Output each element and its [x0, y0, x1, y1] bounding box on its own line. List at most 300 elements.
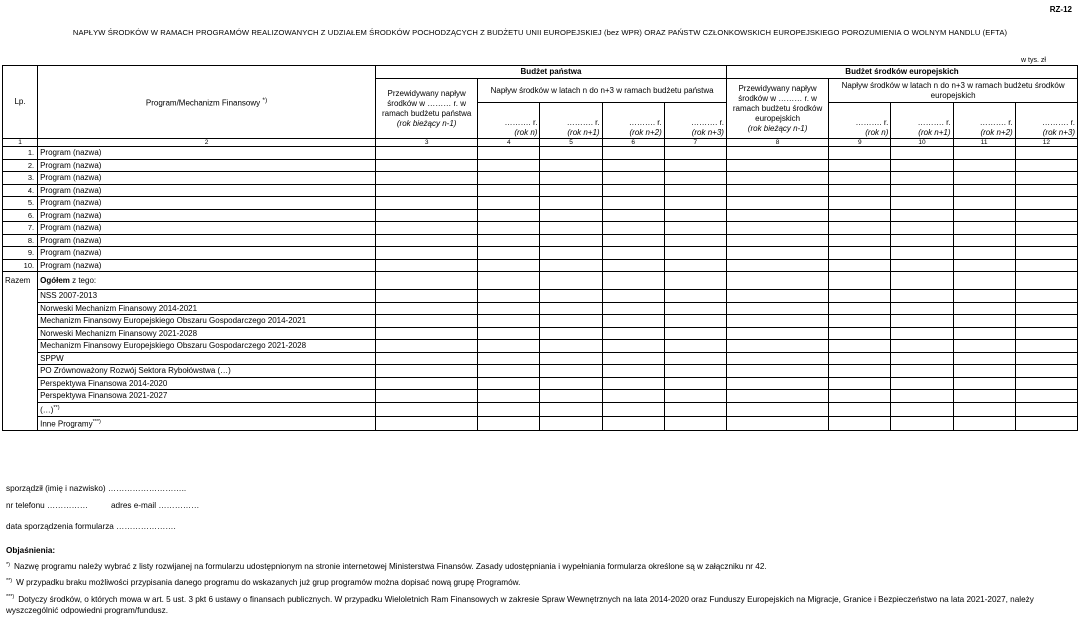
value-cell	[664, 247, 726, 260]
value-cell	[478, 209, 540, 222]
value-cell	[602, 247, 664, 260]
value-cell	[540, 247, 602, 260]
col-number: 2	[38, 139, 376, 147]
value-cell	[726, 247, 828, 260]
value-cell	[376, 259, 478, 272]
value-cell	[829, 302, 891, 315]
value-cell	[953, 197, 1015, 210]
value-cell	[726, 416, 828, 430]
value-cell	[953, 209, 1015, 222]
year-label: ………. r.	[691, 118, 724, 127]
value-cell	[540, 147, 602, 160]
value-cell	[829, 172, 891, 185]
form-code: RZ-12	[1049, 5, 1072, 14]
value-cell	[891, 302, 953, 315]
bp-przewidywany-label: Przewidywany napływ środków w ……… r. w ramach budżetu państwa	[381, 88, 472, 118]
value-cell	[478, 147, 540, 160]
value-cell	[726, 352, 828, 365]
value-cell	[829, 147, 891, 160]
value-cell	[664, 209, 726, 222]
value-cell	[891, 390, 953, 403]
value-cell	[953, 147, 1015, 160]
year-header-bp-1	[540, 103, 602, 139]
header-program-sup: *)	[262, 96, 268, 104]
header-program-label: Program/Mechanizm Finansowy	[145, 98, 261, 108]
program-row	[3, 247, 1078, 260]
program-row	[3, 159, 1078, 172]
value-cell	[829, 315, 891, 328]
value-cell	[726, 197, 828, 210]
value-cell	[1015, 302, 1077, 315]
value-cell	[478, 402, 540, 416]
value-cell	[664, 290, 726, 303]
value-cell	[540, 259, 602, 272]
year-sub: (rok n+2)	[629, 128, 662, 137]
total-sub-row	[3, 377, 1078, 390]
year-label: ………. r.	[504, 118, 538, 127]
sub-program-name	[38, 302, 376, 315]
sub-program-label: Mechanizm Finansowy Europejskiego Obszaru Gospodarczego 2014-2021	[40, 316, 307, 325]
value-cell	[478, 416, 540, 430]
sub-program-name	[38, 416, 376, 430]
value-cell	[664, 390, 726, 403]
value-cell	[953, 327, 1015, 340]
value-cell	[953, 352, 1015, 365]
total-sub-row	[3, 402, 1078, 416]
value-cell	[478, 327, 540, 340]
row-lp: 7.	[3, 222, 38, 235]
row-program-name: Program (nazwa)	[38, 159, 376, 172]
value-cell	[602, 147, 664, 160]
value-cell	[1015, 172, 1077, 185]
value-cell	[891, 352, 953, 365]
value-cell	[726, 172, 828, 185]
value-cell	[664, 222, 726, 235]
value-cell	[953, 340, 1015, 353]
value-cell	[1015, 234, 1077, 247]
value-cell	[1015, 197, 1077, 210]
value-cell	[891, 234, 953, 247]
row-lp: 4.	[3, 184, 38, 197]
year-label: ………. r.	[855, 118, 889, 127]
value-cell	[376, 390, 478, 403]
value-cell	[664, 352, 726, 365]
value-cell	[1015, 340, 1077, 353]
sub-program-name	[38, 402, 376, 416]
value-cell	[602, 209, 664, 222]
value-cell	[726, 290, 828, 303]
value-cell	[726, 184, 828, 197]
row-lp: 6.	[3, 209, 38, 222]
value-cell	[540, 327, 602, 340]
value-cell	[953, 377, 1015, 390]
value-cell	[540, 390, 602, 403]
value-cell	[602, 197, 664, 210]
ogolem-cell	[38, 272, 376, 290]
row-program-name: Program (nazwa)	[38, 172, 376, 185]
prepared-date: data sporządzenia formularza ………………….	[6, 522, 176, 531]
sub-program-label: Perspektywa Finansowa 2021-2027	[40, 391, 168, 400]
row-lp: 1.	[3, 147, 38, 160]
value-cell	[602, 290, 664, 303]
header-eu-przewidywany	[726, 79, 828, 139]
row-lp: 8.	[3, 234, 38, 247]
value-cell	[602, 416, 664, 430]
year-sub: (rok n)	[865, 128, 889, 137]
value-cell	[602, 259, 664, 272]
year-sub: (rok n+2)	[980, 128, 1013, 137]
sub-program-name	[38, 315, 376, 328]
year-label: ………. r.	[566, 118, 600, 127]
sub-program-name	[38, 352, 376, 365]
program-row	[3, 184, 1078, 197]
value-cell	[1015, 247, 1077, 260]
value-cell	[602, 172, 664, 185]
value-cell	[891, 172, 953, 185]
value-cell	[829, 247, 891, 260]
year-header-bp-3	[664, 103, 726, 139]
value-cell	[891, 272, 953, 290]
sub-program-label: (…)	[40, 405, 54, 415]
value-cell	[953, 272, 1015, 290]
value-cell	[540, 315, 602, 328]
header-bp-przewidywany	[376, 79, 478, 139]
row-program-name: Program (nazwa)	[38, 234, 376, 247]
value-cell	[829, 416, 891, 430]
value-cell	[540, 172, 602, 185]
value-cell	[1015, 390, 1077, 403]
sub-program-label: Norweski Mechanizm Finansowy 2021-2028	[40, 328, 198, 338]
value-cell	[829, 352, 891, 365]
explanations-heading: Objaśnienia:	[6, 546, 56, 555]
value-cell	[664, 234, 726, 247]
value-cell	[1015, 209, 1077, 222]
col-number: 5	[540, 139, 602, 147]
value-cell	[829, 402, 891, 416]
value-cell	[1015, 259, 1077, 272]
total-sub-row	[3, 327, 1078, 340]
value-cell	[478, 352, 540, 365]
unit-label: w tys. zł	[1021, 57, 1046, 64]
value-cell	[376, 272, 478, 290]
sub-program-name	[38, 327, 376, 340]
value-cell	[478, 302, 540, 315]
value-cell	[953, 259, 1015, 272]
value-cell	[891, 365, 953, 378]
header-eu-naplyw: Napływ środków w latach n do n+3 w ramach budżetu środków europejskich	[829, 79, 1078, 103]
col-number: 3	[376, 139, 478, 147]
value-cell	[376, 402, 478, 416]
form-title: NAPŁYW ŚRODKÓW W RAMACH PROGRAMÓW REALIZOWANYCH Z UDZIAŁEM ŚRODKÓW POCHODZĄCYCH Z BUDŻETU UNII EUROPEJSKIEJ (bez WPR) ORAZ PAŃSTW CZŁONKOWSKICH EUROPEJSKIEGO POROZUMIENIA O WOLNYM HANDLU (EFTA)	[72, 28, 1008, 37]
row-program-name: Program (nazwa)	[38, 247, 376, 260]
value-cell	[726, 272, 828, 290]
value-cell	[1015, 365, 1077, 378]
sub-program-name	[38, 377, 376, 390]
value-cell	[540, 302, 602, 315]
razem-label: Razem	[3, 272, 38, 431]
value-cell	[376, 234, 478, 247]
value-cell	[540, 290, 602, 303]
value-cell	[829, 184, 891, 197]
header-budzet-panstwa: Budżet państwa	[376, 66, 727, 79]
sub-program-sup: ***)	[92, 418, 101, 425]
row-program-name: Program (nazwa)	[38, 197, 376, 210]
explanation-item	[6, 592, 1066, 617]
value-cell	[891, 290, 953, 303]
row-program-name: Program (nazwa)	[38, 209, 376, 222]
value-cell	[478, 340, 540, 353]
value-cell	[726, 390, 828, 403]
value-cell	[540, 402, 602, 416]
sub-program-label: SPPW	[40, 353, 64, 363]
program-row	[3, 197, 1078, 210]
explanation-item	[6, 576, 1066, 589]
value-cell	[1015, 272, 1077, 290]
value-cell	[540, 222, 602, 235]
value-cell	[829, 340, 891, 353]
value-cell	[376, 197, 478, 210]
year-header-eu-1	[891, 103, 953, 139]
value-cell	[540, 159, 602, 172]
value-cell	[478, 172, 540, 185]
value-cell	[376, 247, 478, 260]
sub-program-label: NSS 2007-2013	[40, 291, 98, 300]
value-cell	[478, 272, 540, 290]
value-cell	[891, 340, 953, 353]
value-cell	[891, 147, 953, 160]
value-cell	[726, 159, 828, 172]
value-cell	[478, 159, 540, 172]
value-cell	[726, 315, 828, 328]
value-cell	[1015, 315, 1077, 328]
value-cell	[602, 365, 664, 378]
value-cell	[602, 402, 664, 416]
value-cell	[376, 416, 478, 430]
value-cell	[726, 327, 828, 340]
value-cell	[953, 315, 1015, 328]
row-lp: 5.	[3, 197, 38, 210]
value-cell	[478, 222, 540, 235]
value-cell	[829, 222, 891, 235]
header-bp-naplyw: Napływ środków w latach n do n+3 w ramach budżetu państwa	[478, 79, 727, 103]
year-label: ………. r.	[628, 118, 662, 127]
value-cell	[1015, 416, 1077, 430]
value-cell	[726, 402, 828, 416]
total-sub-row	[3, 416, 1078, 430]
value-cell	[602, 315, 664, 328]
year-label: ………. r.	[979, 118, 1013, 127]
value-cell	[726, 340, 828, 353]
value-cell	[664, 147, 726, 160]
value-cell	[1015, 327, 1077, 340]
value-cell	[540, 340, 602, 353]
program-row	[3, 222, 1078, 235]
value-cell	[726, 147, 828, 160]
row-lp: 9.	[3, 247, 38, 260]
program-row	[3, 209, 1078, 222]
value-cell	[664, 340, 726, 353]
value-cell	[829, 234, 891, 247]
inflow-table	[2, 65, 1078, 431]
value-cell	[953, 247, 1015, 260]
value-cell	[953, 416, 1015, 430]
value-cell	[664, 184, 726, 197]
ogolem-label: Ogółem	[40, 275, 70, 285]
value-cell	[540, 234, 602, 247]
value-cell	[664, 272, 726, 290]
value-cell	[540, 209, 602, 222]
value-cell	[376, 290, 478, 303]
phone-field: nr telefonu ……………	[6, 501, 88, 510]
value-cell	[1015, 377, 1077, 390]
value-cell	[829, 327, 891, 340]
value-cell	[602, 184, 664, 197]
year-header-bp-2	[602, 103, 664, 139]
value-cell	[664, 159, 726, 172]
value-cell	[891, 402, 953, 416]
value-cell	[891, 416, 953, 430]
explanation-text: Dotyczy środków, o których mowa w art. 5 ust. 3 pkt 6 ustawy o finansach publicznych. W przypadku Wieloletnich Ram Finansowych w zakresie Spraw Wewnętrznych na lata 2014-2020 oraz Funduszy Europejskich na Migracje, Granice i Bezpieczeństwo na lata 2021-2027, należy wyszczególnić odpowiedni program/fundusz.	[6, 594, 1034, 616]
row-program-name: Program (nazwa)	[38, 184, 376, 197]
bp-przewidywany-sub: (rok bieżący n-1)	[396, 118, 457, 128]
value-cell	[602, 390, 664, 403]
value-cell	[376, 302, 478, 315]
program-row	[3, 259, 1078, 272]
explanations	[6, 545, 1066, 617]
col-number: 12	[1015, 139, 1077, 147]
explanation-text: Nazwę programu należy wybrać z listy rozwijanej na formularzu udostępnionym na stronie internetowej Ministerstwa Finansów. Zasady udostępniania i wypełniania formularza określone są w załączniku nr 42.	[13, 562, 767, 572]
program-row	[3, 172, 1078, 185]
value-cell	[726, 365, 828, 378]
year-sub: (rok n+3)	[1042, 128, 1075, 137]
value-cell	[829, 377, 891, 390]
value-cell	[664, 302, 726, 315]
value-cell	[478, 290, 540, 303]
value-cell	[1015, 222, 1077, 235]
value-cell	[664, 315, 726, 328]
z-tego-label: z tego:	[72, 275, 97, 285]
value-cell	[726, 234, 828, 247]
value-cell	[602, 327, 664, 340]
explanation-mark: *)	[6, 561, 10, 568]
col-number: 9	[829, 139, 891, 147]
explanation-text: W przypadku braku możliwości przypisania danego programu do wskazanych już grup programów można dopisać nową grupę Programów.	[16, 578, 521, 588]
value-cell	[953, 302, 1015, 315]
value-cell	[376, 222, 478, 235]
value-cell	[953, 365, 1015, 378]
value-cell	[602, 302, 664, 315]
value-cell	[1015, 184, 1077, 197]
value-cell	[726, 222, 828, 235]
col-number: 10	[891, 139, 953, 147]
value-cell	[540, 365, 602, 378]
value-cell	[891, 377, 953, 390]
value-cell	[664, 259, 726, 272]
email-field: adres e-mail ……………	[111, 501, 200, 510]
col-number: 7	[664, 139, 726, 147]
header-budzet-eu: Budżet środków europejskich	[726, 66, 1077, 79]
value-cell	[891, 327, 953, 340]
value-cell	[540, 352, 602, 365]
value-cell	[891, 315, 953, 328]
year-sub: (rok n)	[514, 128, 538, 137]
value-cell	[540, 197, 602, 210]
value-cell	[891, 197, 953, 210]
value-cell	[891, 259, 953, 272]
value-cell	[829, 390, 891, 403]
sub-program-name	[38, 340, 376, 353]
value-cell	[376, 209, 478, 222]
sub-program-label: Inne Programy	[40, 419, 93, 429]
value-cell	[602, 234, 664, 247]
value-cell	[602, 272, 664, 290]
value-cell	[376, 147, 478, 160]
row-program-name: Program (nazwa)	[38, 147, 376, 160]
row-lp: 3.	[3, 172, 38, 185]
value-cell	[602, 377, 664, 390]
value-cell	[953, 390, 1015, 403]
sub-program-label: Perspektywa Finansowa 2014-2020	[40, 378, 168, 388]
program-row	[3, 234, 1078, 247]
value-cell	[478, 259, 540, 272]
row-program-name: Program (nazwa)	[38, 259, 376, 272]
value-cell	[664, 327, 726, 340]
year-header-eu-2	[953, 103, 1015, 139]
value-cell	[376, 184, 478, 197]
total-sub-row	[3, 290, 1078, 303]
value-cell	[478, 234, 540, 247]
explanation-mark: ***)	[6, 593, 15, 600]
value-cell	[540, 272, 602, 290]
value-cell	[602, 159, 664, 172]
value-cell	[478, 390, 540, 403]
value-cell	[376, 315, 478, 328]
sub-program-name	[38, 290, 376, 303]
total-sub-row	[3, 315, 1078, 328]
value-cell	[1015, 352, 1077, 365]
row-lp: 10.	[3, 259, 38, 272]
value-cell	[1015, 147, 1077, 160]
year-label: ………. r.	[917, 118, 951, 127]
value-cell	[953, 222, 1015, 235]
col-number: 4	[478, 139, 540, 147]
sub-program-name	[38, 390, 376, 403]
year-sub: (rok n+3)	[691, 128, 724, 137]
eu-przewidywany-label: Przewidywany napływ środków w ……… r. w ramach budżetu środków europejskich	[732, 83, 823, 123]
header-program	[38, 66, 376, 139]
value-cell	[540, 416, 602, 430]
year-label: ………. r.	[1042, 118, 1075, 127]
value-cell	[953, 290, 1015, 303]
value-cell	[891, 159, 953, 172]
value-cell	[376, 377, 478, 390]
col-number: 1	[3, 139, 38, 147]
value-cell	[664, 402, 726, 416]
value-cell	[891, 222, 953, 235]
total-sub-row	[3, 352, 1078, 365]
sub-program-label: PO Zrównoważony Rozwój Sektora Rybołówstwa (…)	[40, 366, 231, 375]
value-cell	[602, 340, 664, 353]
prepared-by: sporządził (imię i nazwisko) ………………………..	[6, 484, 187, 493]
header-lp: Lp.	[3, 66, 38, 139]
value-cell	[726, 259, 828, 272]
value-cell	[376, 172, 478, 185]
sub-program-label: Norweski Mechanizm Finansowy 2014-2021	[40, 303, 198, 313]
value-cell	[1015, 290, 1077, 303]
total-row	[3, 272, 1078, 290]
value-cell	[829, 209, 891, 222]
value-cell	[726, 377, 828, 390]
